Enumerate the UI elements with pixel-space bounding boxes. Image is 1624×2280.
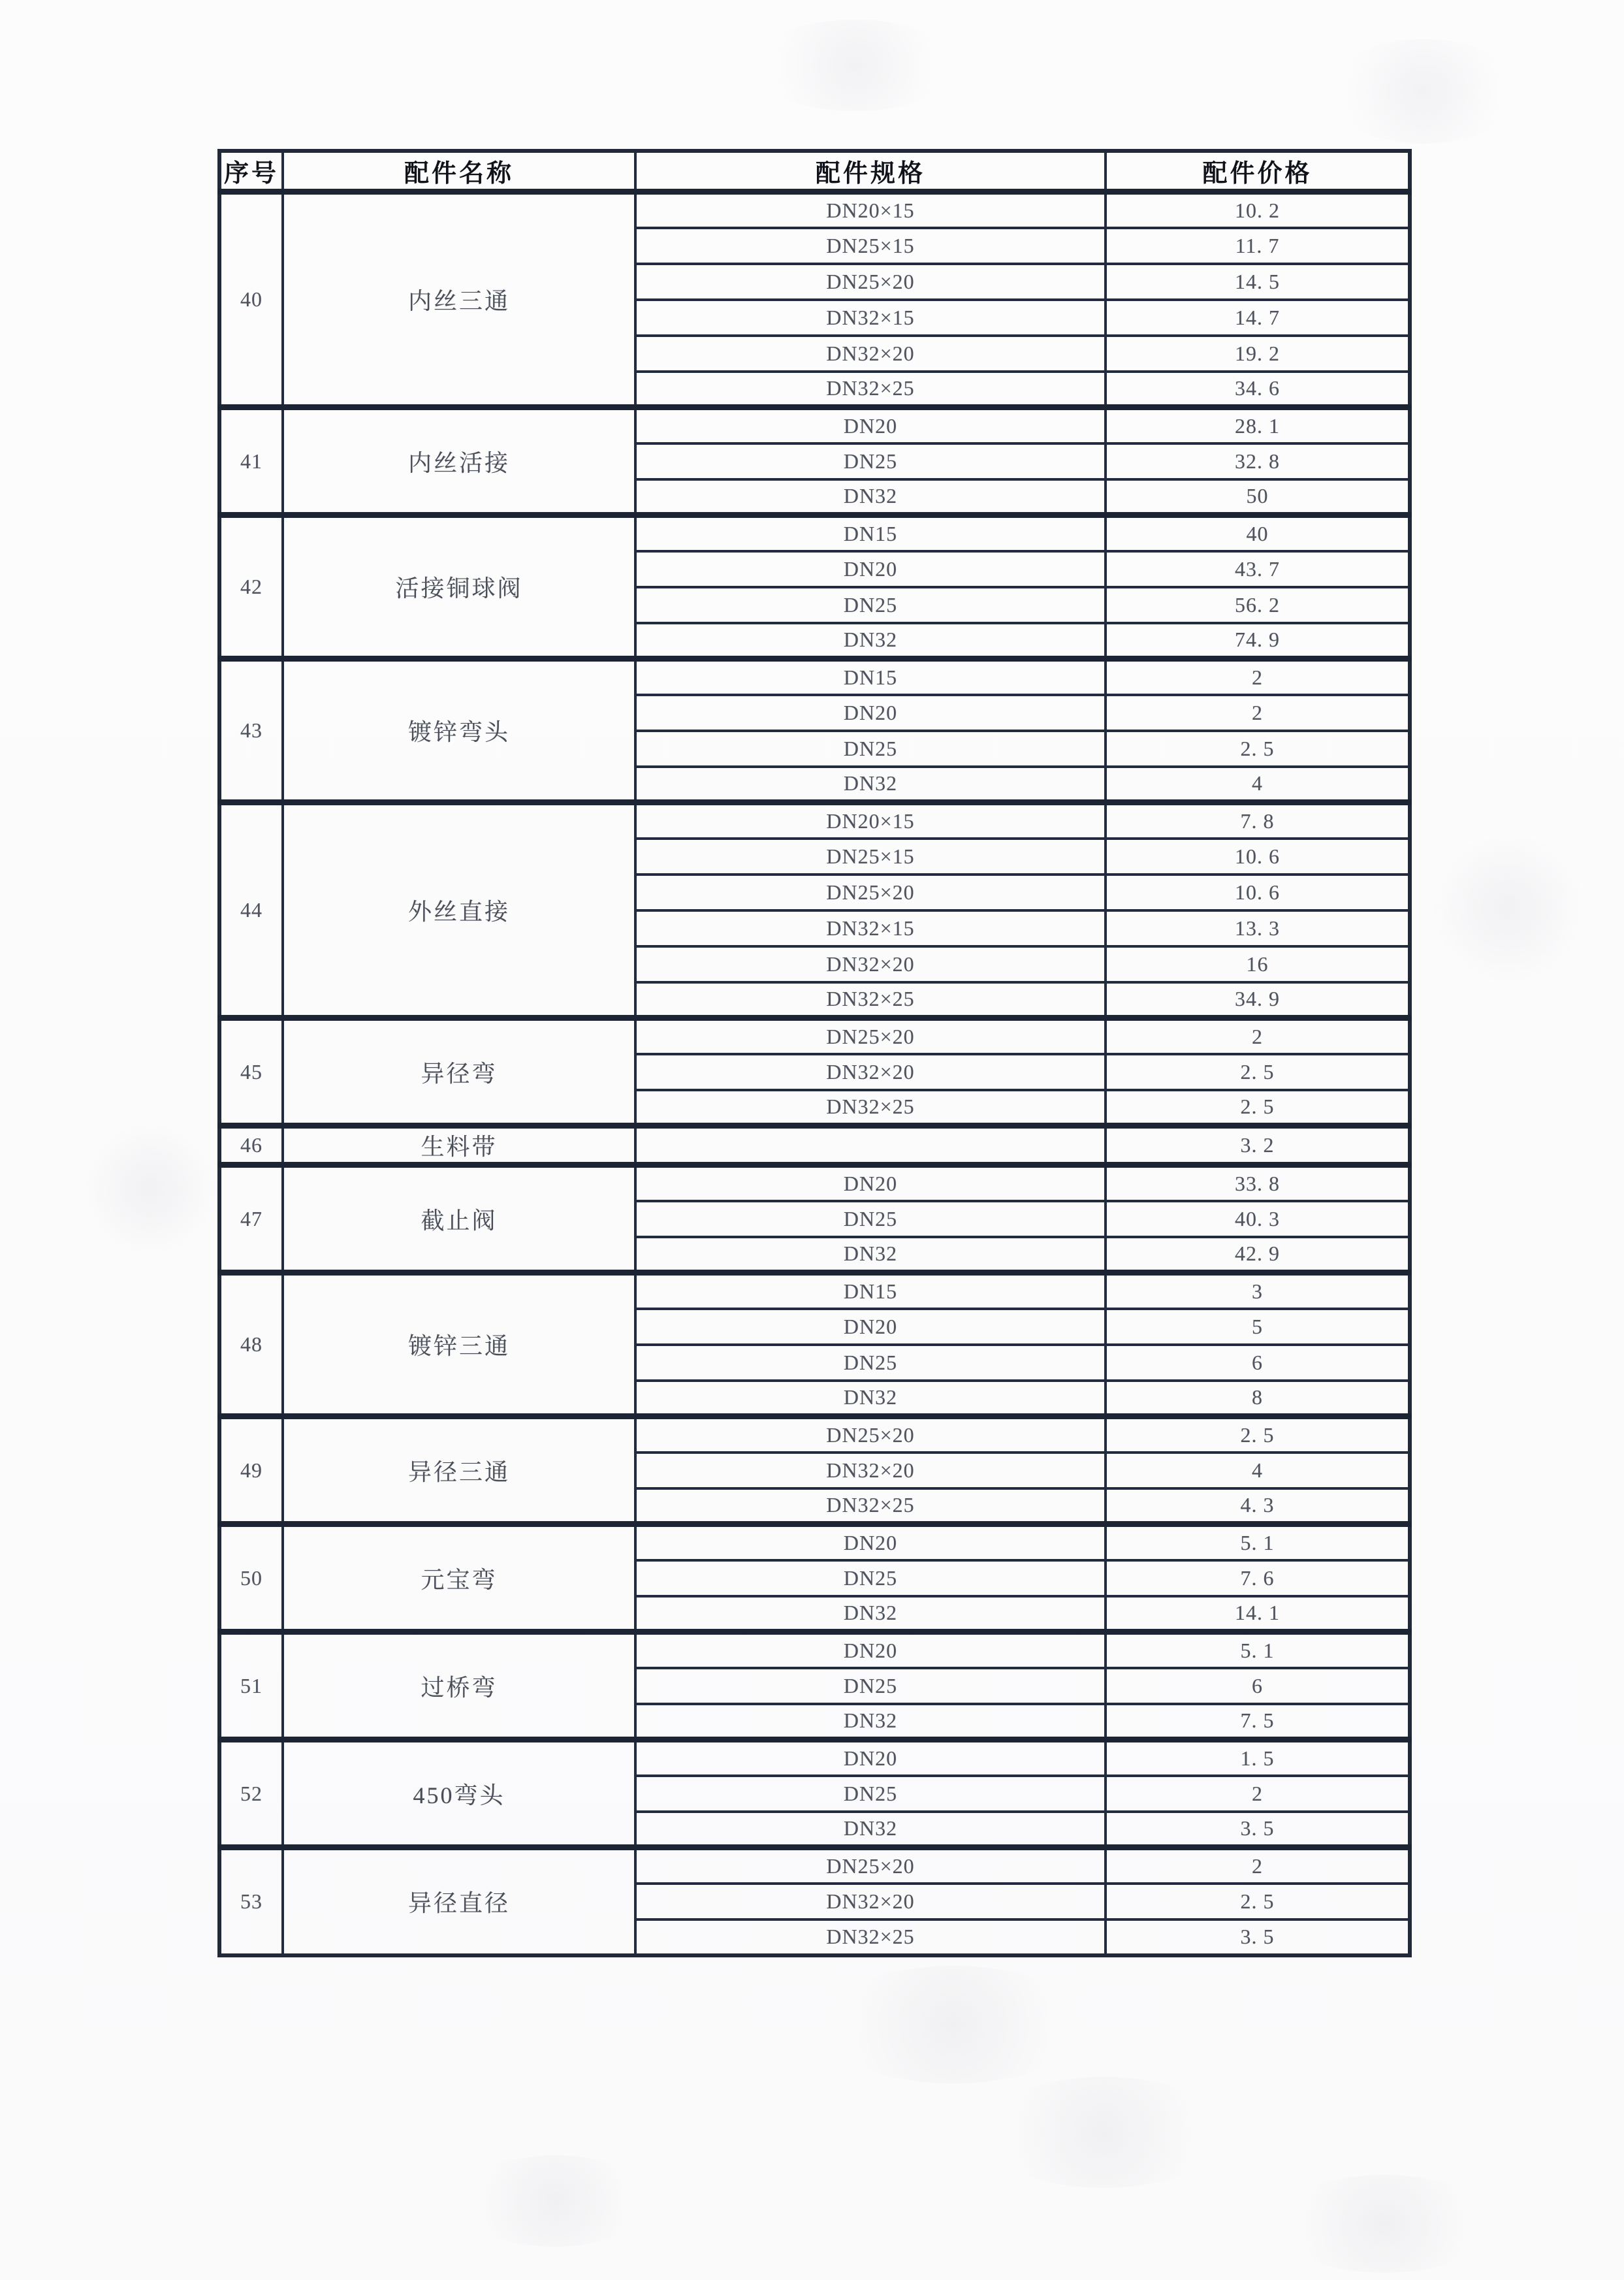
spec-cell: DN32×25 <box>635 1488 1106 1524</box>
scan-noise <box>1326 39 1521 144</box>
price-cell: 34. 9 <box>1106 982 1410 1018</box>
scan-noise <box>816 1966 1091 2083</box>
price-cell: 5. 1 <box>1106 1632 1410 1668</box>
price-cell: 2. 5 <box>1106 731 1410 767</box>
part-name-cell: 截止阀 <box>283 1165 635 1273</box>
column-header: 配件价格 <box>1106 151 1410 192</box>
spec-cell: DN25×20 <box>635 1848 1106 1884</box>
price-cell: 1. 5 <box>1106 1740 1410 1776</box>
serial-cell: 47 <box>219 1165 283 1273</box>
spec-cell: DN15 <box>635 659 1106 695</box>
spec-cell: DN20×15 <box>635 803 1106 839</box>
part-name-cell: 活接铜球阀 <box>283 515 635 659</box>
serial-cell: 48 <box>219 1273 283 1417</box>
spec-cell: DN25 <box>635 1560 1106 1596</box>
price-cell: 40 <box>1106 515 1410 551</box>
price-cell: 6 <box>1106 1345 1410 1381</box>
table-row <box>219 803 1410 839</box>
part-name-cell: 生料带 <box>283 1126 635 1165</box>
table-row <box>219 1273 1410 1309</box>
spec-cell: DN32×20 <box>635 336 1106 372</box>
spec-cell: DN32×20 <box>635 1453 1106 1488</box>
spec-cell: DN32 <box>635 1596 1106 1632</box>
price-cell: 7. 6 <box>1106 1560 1410 1596</box>
table-body <box>219 192 1410 1955</box>
parts-price-table <box>217 149 1412 1957</box>
spec-cell: DN25×20 <box>635 264 1106 300</box>
spec-cell: DN25×20 <box>635 875 1106 910</box>
spec-cell: DN32×20 <box>635 1054 1106 1090</box>
price-cell: 40. 3 <box>1106 1201 1410 1237</box>
table-row <box>219 1126 1410 1165</box>
price-cell: 4 <box>1106 1453 1410 1488</box>
part-name-cell: 450弯头 <box>283 1740 635 1848</box>
part-name-cell: 镀锌弯头 <box>283 659 635 803</box>
table-row <box>219 515 1410 551</box>
spec-cell: DN32×15 <box>635 300 1106 336</box>
price-cell: 2 <box>1106 695 1410 731</box>
spec-cell: DN15 <box>635 515 1106 551</box>
price-cell: 3 <box>1106 1273 1410 1309</box>
price-cell: 10. 2 <box>1106 192 1410 228</box>
spec-cell: DN25 <box>635 1776 1106 1812</box>
table-row <box>219 1524 1410 1560</box>
price-cell: 2 <box>1106 1776 1410 1812</box>
price-cell: 4. 3 <box>1106 1488 1410 1524</box>
price-cell: 7. 8 <box>1106 803 1410 839</box>
scan-noise <box>78 1123 222 1254</box>
spec-cell: DN15 <box>635 1273 1106 1309</box>
price-cell: 2 <box>1106 1848 1410 1884</box>
price-cell: 14. 1 <box>1106 1596 1410 1632</box>
spec-cell: DN32×25 <box>635 1090 1106 1126</box>
price-cell: 13. 3 <box>1106 910 1410 946</box>
spec-cell: DN20 <box>635 408 1106 443</box>
price-cell: 3. 5 <box>1106 1812 1410 1848</box>
price-cell: 28. 1 <box>1106 408 1410 443</box>
spec-cell: DN32×25 <box>635 982 1106 1018</box>
price-cell: 2. 5 <box>1106 1054 1410 1090</box>
price-cell: 8 <box>1106 1381 1410 1417</box>
serial-cell: 53 <box>219 1848 283 1955</box>
serial-cell: 45 <box>219 1018 283 1126</box>
serial-cell: 46 <box>219 1126 283 1165</box>
part-name-cell: 异径弯 <box>283 1018 635 1126</box>
spec-cell: DN25 <box>635 731 1106 767</box>
spec-cell: DN20×15 <box>635 192 1106 228</box>
price-cell: 32. 8 <box>1106 443 1410 479</box>
scan-noise <box>457 2155 653 2247</box>
scan-noise <box>1424 836 1593 980</box>
part-name-cell: 异径直径 <box>283 1848 635 1955</box>
price-cell: 56. 2 <box>1106 587 1410 623</box>
spec-cell: DN32 <box>635 623 1106 659</box>
price-cell: 16 <box>1106 946 1410 982</box>
table-row <box>219 659 1410 695</box>
spec-cell: DN20 <box>635 1309 1106 1345</box>
table-row <box>219 408 1410 443</box>
serial-cell: 40 <box>219 192 283 408</box>
spec-cell: DN32×15 <box>635 910 1106 946</box>
spec-cell: DN32 <box>635 1812 1106 1848</box>
price-cell: 2. 5 <box>1106 1884 1410 1919</box>
table-header <box>219 151 1410 192</box>
price-cell: 19. 2 <box>1106 336 1410 372</box>
part-name-cell: 元宝弯 <box>283 1524 635 1632</box>
price-cell: 43. 7 <box>1106 551 1410 587</box>
price-cell: 50 <box>1106 479 1410 515</box>
column-header: 配件规格 <box>635 151 1106 192</box>
spec-cell <box>635 1126 1106 1165</box>
column-header: 序号 <box>219 151 283 192</box>
part-name-cell: 内丝活接 <box>283 408 635 515</box>
spec-cell: DN20 <box>635 1524 1106 1560</box>
part-name-cell: 内丝三通 <box>283 192 635 408</box>
spec-cell: DN32 <box>635 1381 1106 1417</box>
table-row <box>219 1417 1410 1453</box>
spec-cell: DN25×15 <box>635 228 1106 264</box>
price-cell: 2 <box>1106 659 1410 695</box>
price-cell: 34. 6 <box>1106 372 1410 408</box>
serial-cell: 50 <box>219 1524 283 1632</box>
price-cell: 2. 5 <box>1106 1090 1410 1126</box>
header-row <box>219 151 1410 192</box>
column-header: 配件名称 <box>283 151 635 192</box>
spec-cell: DN20 <box>635 551 1106 587</box>
price-cell: 74. 9 <box>1106 623 1410 659</box>
spec-cell: DN25×15 <box>635 839 1106 875</box>
scan-noise <box>751 20 960 111</box>
part-name-cell: 外丝直接 <box>283 803 635 1018</box>
spec-cell: DN25×20 <box>635 1417 1106 1453</box>
table-row <box>219 192 1410 228</box>
price-cell: 3. 5 <box>1106 1919 1410 1955</box>
serial-cell: 49 <box>219 1417 283 1524</box>
price-cell: 5. 1 <box>1106 1524 1410 1560</box>
price-cell: 2. 5 <box>1106 1417 1410 1453</box>
part-name-cell: 镀锌三通 <box>283 1273 635 1417</box>
price-cell: 14. 5 <box>1106 264 1410 300</box>
spec-cell: DN32 <box>635 1237 1106 1273</box>
price-cell: 33. 8 <box>1106 1165 1410 1201</box>
spec-cell: DN20 <box>635 1740 1106 1776</box>
spec-cell: DN25 <box>635 443 1106 479</box>
price-cell: 6 <box>1106 1668 1410 1704</box>
serial-cell: 52 <box>219 1740 283 1848</box>
serial-cell: 44 <box>219 803 283 1018</box>
spec-cell: DN32×25 <box>635 372 1106 408</box>
table-row <box>219 1165 1410 1201</box>
price-cell: 7. 5 <box>1106 1704 1410 1740</box>
price-cell: 14. 7 <box>1106 300 1410 336</box>
table-row <box>219 1018 1410 1054</box>
spec-cell: DN25 <box>635 587 1106 623</box>
serial-cell: 41 <box>219 408 283 515</box>
serial-cell: 43 <box>219 659 283 803</box>
spec-cell: DN25 <box>635 1345 1106 1381</box>
spec-cell: DN32 <box>635 767 1106 803</box>
price-cell: 2 <box>1106 1018 1410 1054</box>
serial-cell: 51 <box>219 1632 283 1740</box>
spec-cell: DN32×25 <box>635 1919 1106 1955</box>
table-row <box>219 1848 1410 1884</box>
spec-cell: DN25 <box>635 1201 1106 1237</box>
spec-cell: DN32 <box>635 1704 1106 1740</box>
price-cell: 4 <box>1106 767 1410 803</box>
table-row <box>219 1740 1410 1776</box>
spec-cell: DN32×20 <box>635 1884 1106 1919</box>
price-cell: 42. 9 <box>1106 1237 1410 1273</box>
spec-cell: DN25×20 <box>635 1018 1106 1054</box>
price-cell: 10. 6 <box>1106 875 1410 910</box>
scan-noise <box>1273 2175 1495 2273</box>
scan-noise <box>979 2077 1228 2188</box>
price-cell: 3. 2 <box>1106 1126 1410 1165</box>
part-name-cell: 异径三通 <box>283 1417 635 1524</box>
spec-cell: DN32 <box>635 479 1106 515</box>
part-name-cell: 过桥弯 <box>283 1632 635 1740</box>
serial-cell: 42 <box>219 515 283 659</box>
spec-cell: DN20 <box>635 1165 1106 1201</box>
spec-cell: DN32×20 <box>635 946 1106 982</box>
spec-cell: DN25 <box>635 1668 1106 1704</box>
table-row <box>219 1632 1410 1668</box>
price-cell: 10. 6 <box>1106 839 1410 875</box>
price-cell: 11. 7 <box>1106 228 1410 264</box>
spec-cell: DN20 <box>635 1632 1106 1668</box>
price-cell: 5 <box>1106 1309 1410 1345</box>
spec-cell: DN20 <box>635 695 1106 731</box>
